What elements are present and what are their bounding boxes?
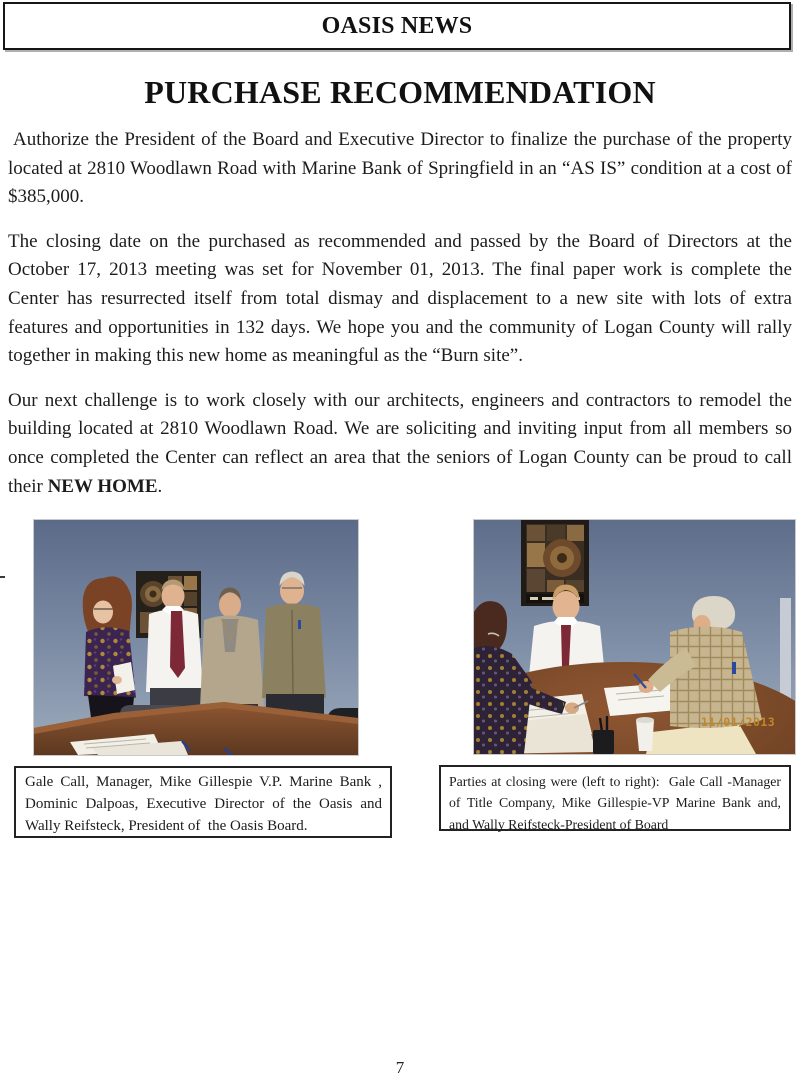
paragraph-authorization: Authorize the President of the Board and Executive Director to finalize the purchase of the property located at 2810 Woodlawn Road with Marine Bank of Springfield in an “AS IS” condition at a cost of $385,000.: [8, 129, 792, 208]
paragraph-next-challenge: [8, 387, 792, 501]
paragraph-closing-date: The closing date on the purchased as recommended and passed by the Board of Directors at the October 17, 2013 meeting was set for November 01, 2013. The final paper work is complete the Center has resurrected itself from total dismay and displacement to a new site with lots of extra features and opportunities in 132 days. We hope you and the community of Logan County will rally together in making this new home as meaningful as the “Burn site”.: [8, 230, 792, 367]
article-title: PURCHASE RECOMMENDATION: [144, 74, 656, 110]
stray-mark: [0, 576, 5, 578]
page-number: 7: [395, 1058, 405, 1077]
white-cup: [636, 717, 654, 751]
caption-left: Gale Call, Manager, Mike Gillespie V.P. Marine Bank , Dominic Dalpoas, Executive Director of the Oasis and Wally Reifsteck, President of the Oasis Board.: [14, 766, 392, 838]
masthead-box: [3, 2, 791, 50]
photo-left: [33, 519, 359, 756]
article-body: [8, 126, 792, 517]
paragraph-next-challenge-period: .: [157, 475, 163, 497]
caption-right: Parties at closing were (left to right): Gale Call -Manager of Title Company, Mike Gillespie-VP Marine Bank and, and Wally Reifsteck-President of Board: [439, 765, 791, 831]
new-home-emphasis: NEW HOME: [47, 475, 158, 497]
photo-right: [473, 519, 796, 755]
person-gale-call: [83, 576, 136, 727]
photo-left-illustration: [34, 520, 358, 755]
paragraph-next-challenge-text: Our next challenge is to work closely with our architects, engineers and contractors to remodel the building located at 2810 Woodlawn Road. We are soliciting and inviting input from all members so once completed the Center can reflect an area that the seniors of Logan County can be proud to call their: [8, 389, 792, 497]
photo-right-illustration: [474, 520, 795, 754]
newsletter-title: OASIS NEWS: [321, 12, 473, 39]
photo-timestamp: 11/01/2013: [701, 715, 776, 729]
